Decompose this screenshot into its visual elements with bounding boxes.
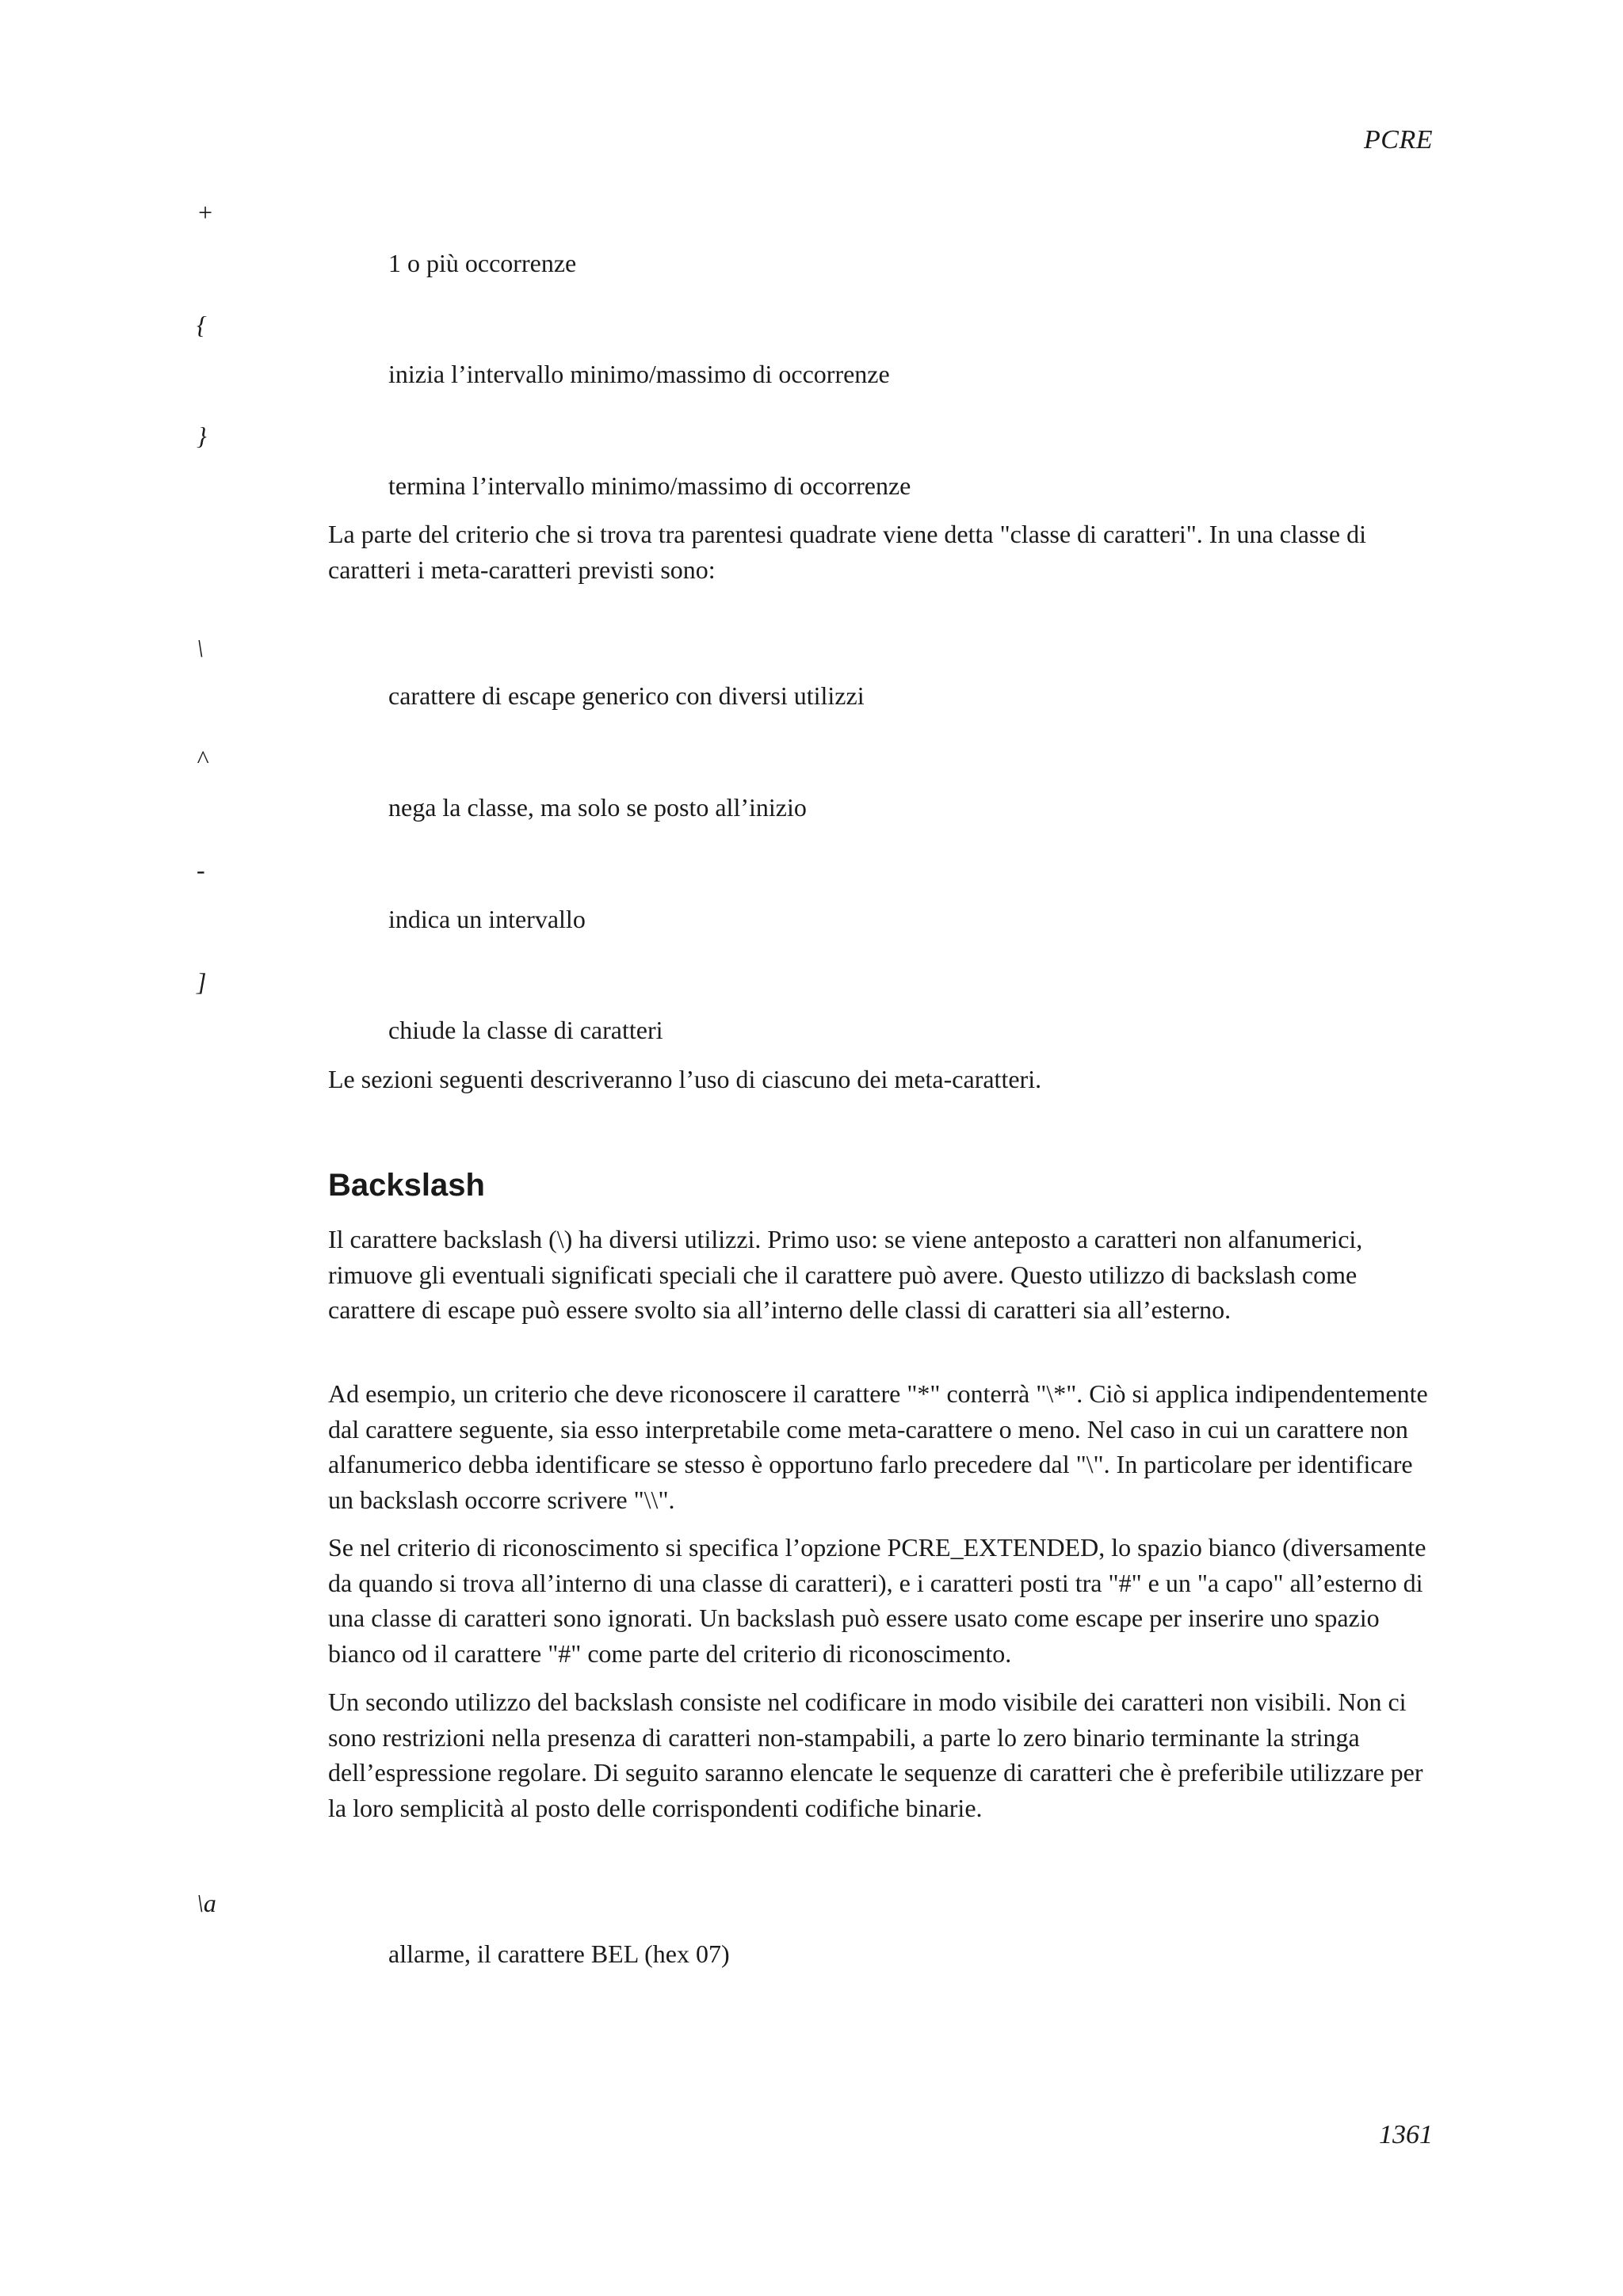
term-caret: ^ (197, 745, 208, 773)
page-number: 1361 (1379, 2120, 1433, 2149)
term-close-brace: } (197, 421, 207, 450)
class-intro-paragraph: La parte del criterio che si trova tra parentesi quadrate viene detta "classe di caratteri". In una classe di caratteri i meta-caratteri previsti sono: (328, 520, 1366, 584)
closing-note: Le sezioni seguenti descriveranno l’uso di ciascuno dei meta-caratteri. (328, 1065, 1042, 1093)
term-backslash-description: carattere di escape generico con diversi utilizzi (388, 681, 865, 710)
running-header: PCRE (1364, 125, 1433, 154)
term-plus-description: 1 o più occorrenze (388, 249, 577, 277)
term-hyphen-description: indica un intervallo (388, 905, 586, 933)
backslash-paragraph-2: Ad esempio, un criterio che deve riconoscere il carattere "*" conterrà "\*". Ciò si applica indipendentemente dal carattere seguente, sia esso interpretabile come meta-carattere o meno. Nel caso in cui un carattere non alfanumerico debba identificare se stesso è opportuno farlo precedere dal "\". In particolare per identificare un backslash occorre scrivere "\\". (328, 1379, 1428, 1514)
term-close-brace-description: termina l’intervallo minimo/massimo di occorrenze (388, 471, 911, 500)
term-plus: + (197, 198, 214, 227)
backslash-paragraph-1: Il carattere backslash (\) ha diversi utilizzi. Primo uso: se viene anteposto a caratteri non alfanumerici, rimuove gli eventuali significati speciali che il carattere può avere. Questo utilizzo di backslash come carattere di escape può essere svolto sia all’interno delle classi di caratteri sia all’esterno. (328, 1225, 1363, 1324)
backslash-paragraph-3: Se nel criterio di riconoscimento si specifica l’opzione PCRE_EXTENDED, lo spazio bianco (diversamente da quando si trova all’interno di una classe di caratteri), e i caratteri posti tra "#" e un "a capo" all’esterno di una classe di caratteri sono ignorati. Un backslash può essere usato come escape per inserire uno spazio bianco od il carattere "#" come parte del criterio di riconoscimento. (328, 1533, 1426, 1668)
section-heading-backslash: Backslash (328, 1168, 485, 1203)
term-close-bracket: ] (197, 967, 207, 996)
term-open-brace: { (197, 311, 207, 339)
term-backslash: \ (197, 634, 204, 662)
term-caret-description: nega la classe, ma solo se posto all’inizio (388, 793, 807, 822)
term-close-bracket-description: chiude la classe di caratteri (388, 1016, 663, 1044)
term-escape-a-description: allarme, il carattere BEL (hex 07) (388, 1939, 730, 1968)
term-escape-a: \a (197, 1889, 216, 1917)
term-open-brace-description: inizia l’intervallo minimo/massimo di occorrenze (388, 360, 890, 388)
backslash-paragraph-4: Un secondo utilizzo del backslash consiste nel codificare in modo visibile dei caratteri non visibili. Non ci sono restrizioni nella presenza di caratteri non-stampabili, a parte lo zero binario terminante la stringa dell’espressione regolare. Di seguito saranno elencate le sequenze di caratteri che è preferibile utilizzare per la loro semplicità al posto delle corrispondenti codifiche binarie. (328, 1688, 1423, 1822)
term-hyphen: - (197, 856, 205, 884)
